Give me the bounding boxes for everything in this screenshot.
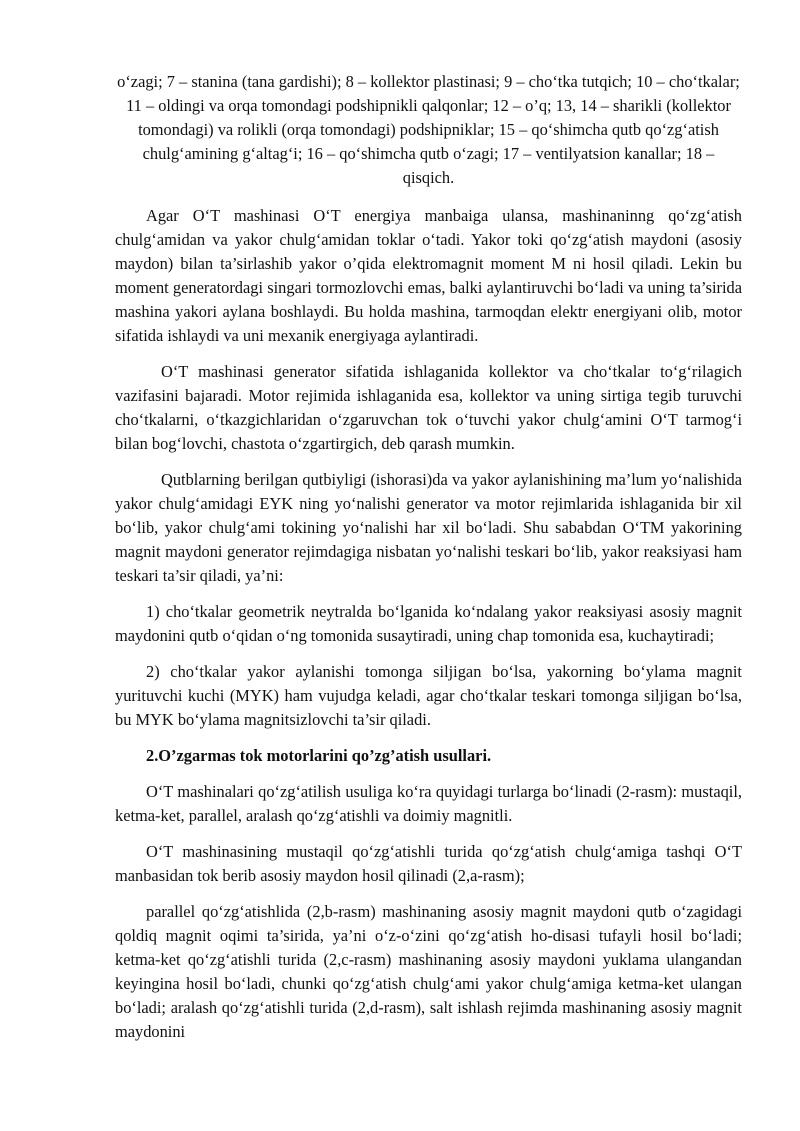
paragraph-independent-excitation: O‘T mashinasining mustaqil qo‘zg‘atishli turida qo‘zg‘atish chulg‘amiga tashqi O‘T manbasidan tok berib asosiy maydon hosil qilinadi (2,a-rasm); <box>115 842 742 885</box>
list-item-2: 2) cho‘tkalar yakor aylanishi tomonga siljigan bo‘lsa, yakorning bo‘ylama magnit yurituvchi kuchi (MYK) ham vujudga keladi, agar cho‘tkalar teskari tomonga siljigan bo‘lsa, bu MYK bo‘ylama magnitsizlovchi ta’sir qiladi. <box>115 662 742 729</box>
document-page <box>115 70 742 1056</box>
section-heading: 2.O’zgarmas tok motorlarini qo’zg’atish usullari. <box>146 746 492 765</box>
paragraph-excitation-types: O‘T mashinalari qo‘zg‘atilish usuliga ko‘ra quyidagi turlarga bo‘linadi (2-rasm): mustaqil, ketma-ket, parallel, aralash qo‘zg‘atishli va doimiy magnitli. <box>115 782 742 825</box>
paragraph-parallel-series-excitation: parallel qo‘zg‘atishlida (2,b-rasm) mashinaning asosiy magnit maydoni qutb o‘zagidagi qoldiq magnit oqimi ta’sirida, ya’ni o‘z-o‘zini qo‘zg‘atish ho-disasi tufayli hosil bo‘ladi; ketma-ket qo‘zg‘atishli turida (2,c-rasm) mashinaning asosiy maydoni yuklama ulangandan keyingina hosil bo‘ladi, chunki qo‘zg‘atish chulg‘ami yakor chulg‘amiga ketma-ket ulangan bo‘ladi; aralash qo‘zg‘atishli turida (2,d-rasm), salt ishlash rejimda mashinaning asosiy magnit maydonini <box>115 902 742 1041</box>
list-item-1: 1) cho‘tkalar geometrik neytralda bo‘lganida ko‘ndalang yakor reaksiyasi asosiy magnit maydonini qutb o‘qidan o‘ng tomonida susaytiradi, uning chap tomonida esa, kuchaytiradi; <box>115 602 742 645</box>
paragraph-collector-role: O‘T mashinasi generator sifatida ishlaganida kollektor va cho‘tkalar to‘g‘rilagich vazifasini bajaradi. Motor rejimida ishlaganida esa, kollektor va uning sirtiga tegib turuvchi cho‘tkalarni, o‘tkazgichlaridan o‘zgaruvchan tok o‘tuvchi yakor chulg‘amini O‘T tarmog‘i bilan bog‘lovchi, chastota o‘zgartirgich, deb qarash mumkin. <box>115 362 742 453</box>
paragraph-armature-reaction: Qutblarning berilgan qutbiyligi (ishorasi)da va yakor aylanishining ma’lum yo‘nalishida yakor chulg‘amidagi EYK ning yo‘nalishi generator va motor rejimlarida ishlaganida bir xil bo‘lib, yakor chulg‘ami tokining yo‘nalishi har xil bo‘ladi. Shu sababdan O‘TM yakorining magnit maydoni generator rejimdagiga nisbatan yo‘nalishi teskari bo‘lib, yakor reaksiyasi ham teskari ta’sir qiladi, ya’ni: <box>115 470 742 585</box>
figure-caption: o‘zagi; 7 – stanina (tana gardishi); 8 – kollektor plastinasi; 9 – cho‘tka tutqich; 10 – cho‘tkalar; 11 – oldingi va orqa tomondagi podshipnikli qalqonlar; 12 – o’q; 13, 14 – sharikli (kollektor tomondagi) va rolikli (orqa tomondagi) podshipniklar; 15 – qo‘shimcha qutb qo‘zg‘atish chulg‘amining g‘altag‘i; 16 – qo‘shimcha qutb o‘zagi; 17 – ventilyatsion kanallar; 18 – qisqich. <box>117 72 740 187</box>
paragraph-motor-mode: Agar O‘T mashinasi O‘T energiya manbaiga ulansa, mashinaninng qo‘zg‘atish chulg‘amidan va yakor chulg‘amidan toklar o‘tadi. Yakor toki qo‘zg‘atish maydoni (asosiy maydon) bilan ta’sirlashib yakor o’qida elektromagnit moment M ni hosil qiladi. Lekin bu moment generatordagi singari tormozlovchi emas, balki aylantiruvchi bo‘ladi va uning ta’sirida mashina yakori aylana boshlaydi. Bu holda mashina, tarmoqdan elektr energiyani olib, motor sifatida ishlaydi va uni mexanik energiyaga aylantiradi. <box>115 206 742 345</box>
